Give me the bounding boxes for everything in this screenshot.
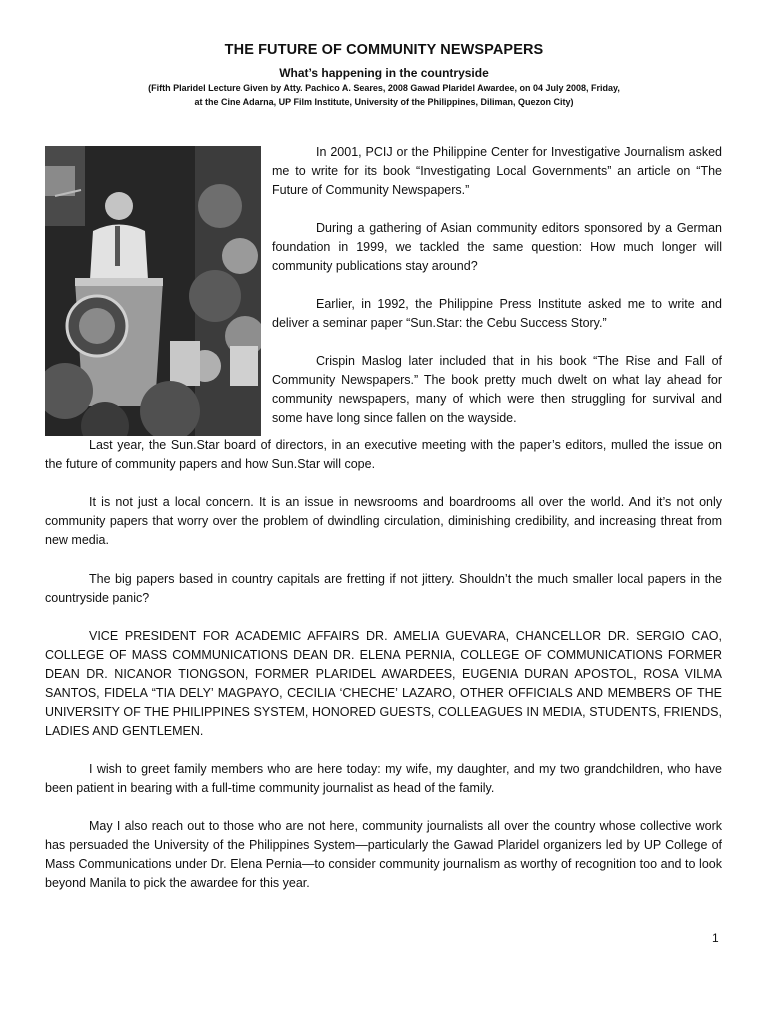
document-title: THE FUTURE OF COMMUNITY NEWSPAPERS bbox=[224, 42, 544, 58]
paragraph-6-text: It is not just a local concern. It is an issue in newsrooms and boardrooms all over the world. And it’s not only community papers that worry over the problem of dwindling circulation, diminishing credibility, and increasing threat from new media. bbox=[45, 495, 722, 547]
paragraph-4-text: Crispin Maslog later included that in his book “The Rise and Fall of Community Newspapers.” The book pretty much dwelt on what lay ahead for community newspapers, many of which were then struggling for survival and some have long since fallen on the wayside. bbox=[272, 354, 722, 425]
paragraph-5-text: Last year, the Sun.Star board of directors, in an executive meeting with the paper’s editors, mulled the issue on the future of community papers and how Sun.Star will cope. bbox=[45, 438, 722, 471]
paragraph-2 bbox=[272, 219, 722, 276]
page-number: 1 bbox=[712, 931, 719, 945]
paragraph-6 bbox=[45, 493, 722, 550]
speaker-at-podium-photo bbox=[45, 146, 261, 436]
lecture-note-line-1: (Fifth Plaridel Lecture Given by Atty. Pachico A. Seares, 2008 Gawad Plaridel Awardee, on 04 July 2008, Friday, bbox=[148, 83, 620, 93]
paragraph-4 bbox=[272, 352, 722, 428]
paragraph-5 bbox=[45, 436, 722, 474]
lecture-note-line-2: at the Cine Adarna, UP Film Institute, University of the Philippines, Diliman, Quezon City) bbox=[194, 97, 574, 107]
paragraph-3 bbox=[272, 295, 722, 333]
salutation-paragraph bbox=[45, 627, 722, 741]
paragraph-1-text: In 2001, PCIJ or the Philippine Center for Investigative Journalism asked me to write for its book “Investigating Local Governments” an article on “The Future of Community Newspapers.” bbox=[272, 145, 722, 197]
document-subtitle: What’s happening in the countryside bbox=[279, 66, 489, 80]
paragraph-3-text: Earlier, in 1992, the Philippine Press Institute asked me to write and deliver a seminar paper “Sun.Star: the Cebu Success Story.” bbox=[272, 297, 722, 330]
salutation-text: VICE PRESIDENT FOR ACADEMIC AFFAIRS DR. AMELIA GUEVARA, CHANCELLOR DR. SERGIO CAO, COLLEGE OF MASS COMMUNICATIONS DEAN DR. ELENA PERNIA, COLLEGE OF COMMUNICATIONS FORMER DEAN DR. NICANOR TIONGSON, FORMER PLARIDEL AWARDEES, EUGENIA DURAN APOSTOL, ROSA VILMA SANTOS, FIDELA “TIA DELY’ MAGPAYO, CECILIA ‘CHECHE’ LAZARO, OTHER OFFICIALS AND MEMBERS OF THE UNIVERSITY OF THE PHILIPPINES SYSTEM, HONORED GUESTS, COLLEAGUES IN MEDIA, STUDENTS, FRIENDS, LADIES AND GENTLEMEN. bbox=[45, 629, 722, 738]
paragraph-9 bbox=[45, 760, 722, 798]
paragraph-1 bbox=[272, 143, 722, 200]
paragraph-2-text: During a gathering of Asian community editors sponsored by a German foundation in 1999, we tackled the same question: How much longer will community publications stay around? bbox=[272, 221, 722, 273]
paragraph-7 bbox=[45, 570, 722, 608]
paragraph-7-text: The big papers based in country capitals are fretting if not jittery. Shouldn’t the much smaller local papers in the countryside panic? bbox=[45, 572, 722, 605]
paragraph-10-text: May I also reach out to those who are not here, community journalists all over the country whose collective work has persuaded the University of the Philippines System—particularly the Gawad Plaridel organizers led by UP College of Mass Communications under Dr. Elena Pernia—to consider community journalism as worthy of recognition too and to look beyond Manila to pick the awardee for this year. bbox=[45, 819, 722, 890]
paragraph-10 bbox=[45, 817, 722, 893]
paragraph-9-text: I wish to greet family members who are here today: my wife, my daughter, and my two grandchildren, who have been patient in bearing with a full-time community journalist as head of the family. bbox=[45, 762, 722, 795]
